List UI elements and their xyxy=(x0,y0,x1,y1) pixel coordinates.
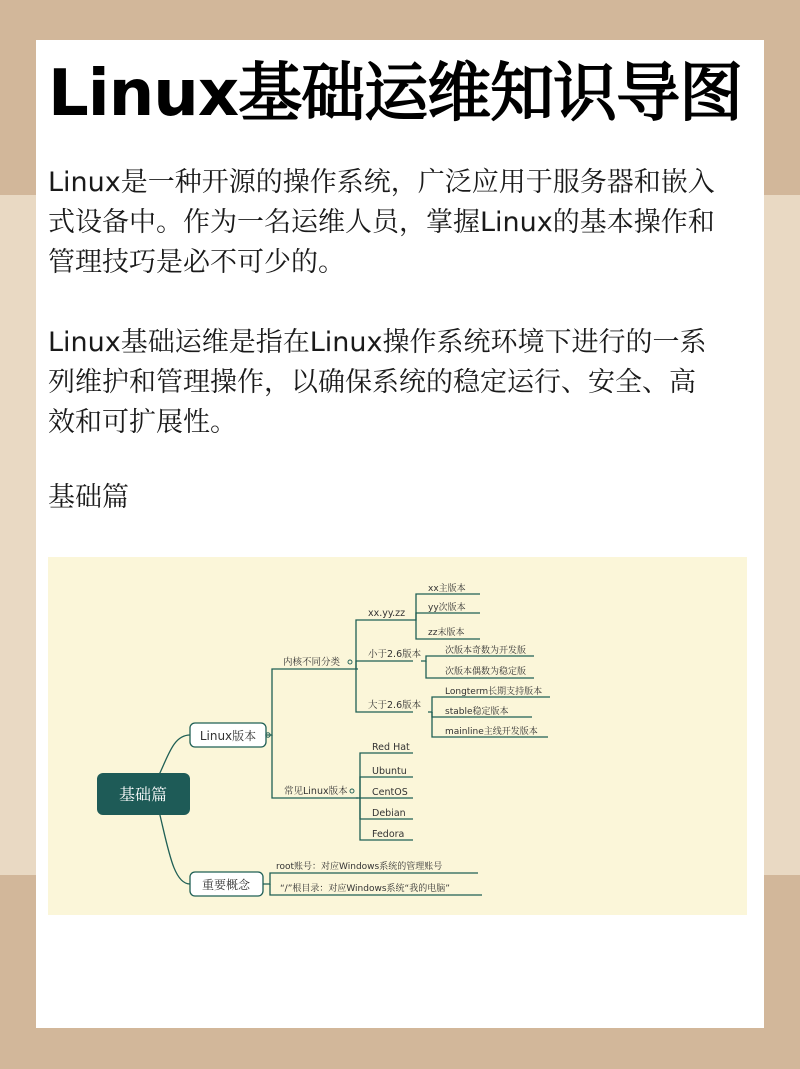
text-line: 效和可扩展性。 xyxy=(48,407,237,438)
text-line: 列维护和管理操作，以确保系统的稳定运行、安全、高 xyxy=(48,367,696,398)
connector xyxy=(158,735,190,777)
content-card xyxy=(36,40,764,1028)
mindmap-leaf-label: zz末版本 xyxy=(428,628,465,638)
node-toggle-icon xyxy=(350,789,354,793)
intro-paragraph-1 xyxy=(48,163,748,283)
mindmap-node-label: xx.yy.zz xyxy=(368,608,406,619)
mindmap-node-label: 大于2.6版本 xyxy=(368,700,422,711)
mindmap-node-label: 小于2.6版本 xyxy=(368,649,422,660)
mindmap-leaf-label: Fedora xyxy=(372,829,405,840)
intro-paragraph-2 xyxy=(48,323,748,443)
node-toggle-icon xyxy=(348,660,352,664)
mindmap-leaf-label: 次版本偶数为稳定版 xyxy=(445,667,527,677)
mindmap-leaf-label: Longterm长期支持版本 xyxy=(445,687,543,697)
connector xyxy=(266,669,358,735)
mindmap-image xyxy=(48,557,747,915)
mindmap-leaf-label: CentOS xyxy=(372,787,408,798)
mindmap-leaf-label: xx主版本 xyxy=(428,584,466,594)
mindmap-leaf-label: Ubuntu xyxy=(372,766,407,777)
text-line: Linux是一种开源的操作系统，广泛应用于服务器和嵌入 xyxy=(48,167,715,198)
connector xyxy=(416,613,480,620)
section-label: 基础篇 xyxy=(48,482,129,513)
mindmap-leaf-label: Debian xyxy=(372,808,406,819)
connector xyxy=(356,620,413,669)
mindmap-leaf-label: 次版本奇数为开发版 xyxy=(445,646,527,656)
mindmap-node-label: 常见Linux版本 xyxy=(284,786,348,797)
mindmap-leaf-label: stable稳定版本 xyxy=(445,707,509,717)
text-line: 式设备中。作为一名运维人员，掌握Linux的基本操作和 xyxy=(48,207,715,238)
mindmap-root-label: 基础篇 xyxy=(118,785,168,804)
mindmap-leaf-label: mainline主线开发版本 xyxy=(445,727,538,737)
mindmap-leaf-label: root账号：对应Windows系统的管理账号 xyxy=(276,862,443,872)
connector xyxy=(356,661,413,669)
mindmap-branch-label: 重要概念 xyxy=(201,878,251,892)
connector xyxy=(263,873,478,884)
text-line: Linux基础运维是指在Linux操作系统环境下进行的一系 xyxy=(48,327,707,358)
mindmap-leaf-label: Red Hat xyxy=(372,742,410,753)
mindmap-branch-label: Linux版本 xyxy=(199,729,257,743)
mindmap-leaf-label: “/”根目录：对应Windows系统“我的电脑” xyxy=(280,884,450,894)
mindmap-node-label: 内核不同分类 xyxy=(283,657,341,668)
connector xyxy=(421,656,534,661)
mindmap-leaf-label: yy次版本 xyxy=(428,603,466,613)
page-title: Linux基础运维知识导图 xyxy=(48,57,743,131)
connector xyxy=(158,807,190,884)
mindmap-diagram xyxy=(48,557,747,915)
text-line: 管理技巧是必不可少的。 xyxy=(48,247,345,278)
